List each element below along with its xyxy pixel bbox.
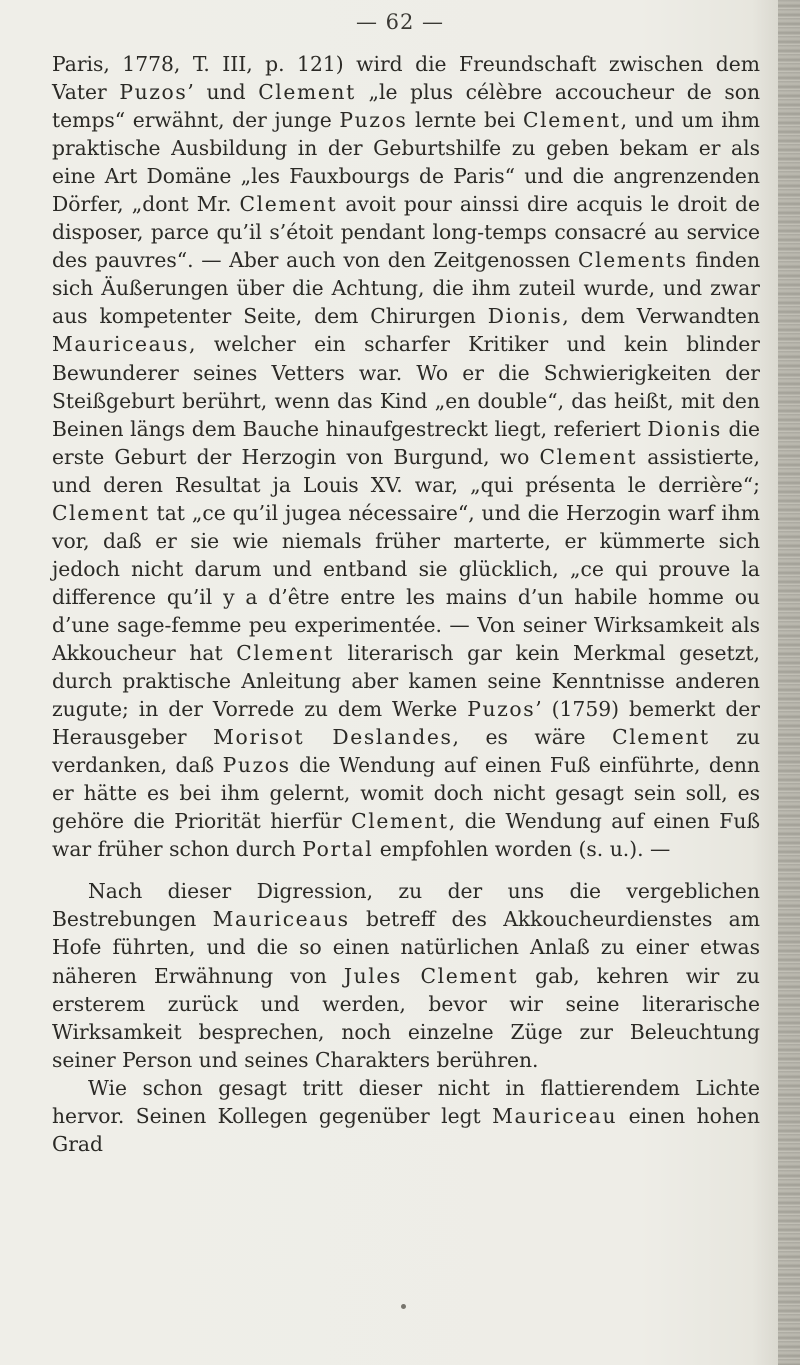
text-run: finden sich Äußerungen über die Achtung, die ihm zuteil wurde, und zwar aus kompetenter Seite, dem Chirurgen xyxy=(52,248,761,329)
text-run: die erste Geburt der Herzogin von Burgund, wo xyxy=(52,416,760,469)
text-run: assistierte, und deren Resultat ja Louis XV. war, „qui présenta le derrière“; xyxy=(52,444,761,497)
spaced-name: Clement xyxy=(236,640,334,665)
spaced-name: Clement xyxy=(351,809,449,834)
spaced-name: Morisot Deslandes xyxy=(213,725,453,750)
text-run: , und um ihm praktische Ausbildung in der Geburtshilfe zu geben bekam er als eine Art Domäne „les Fauxbourgs de Paris“ und die angrenzenden Dörfer, „dont Mr. xyxy=(52,108,760,217)
spaced-name: Dionis xyxy=(487,304,563,329)
paragraph-2 xyxy=(52,877,760,1073)
spaced-name: Clement xyxy=(612,725,710,750)
text-run: lernte bei xyxy=(407,108,523,133)
spaced-name: Mauriceaus xyxy=(52,332,190,357)
body-text xyxy=(52,50,760,1158)
spaced-name: Clement xyxy=(239,192,338,217)
page-number: — 62 — xyxy=(355,10,445,34)
spaced-name: Puzos xyxy=(339,108,408,133)
spaced-name: Clement xyxy=(523,108,621,133)
text-run: , dem Verwandten xyxy=(562,304,760,329)
text-run: Paris, 1778, T. III, p. 121) wird die Freundschaft zwischen dem Vater xyxy=(52,52,760,105)
text-run: literarisch gar kein Merkmal gesetzt, durch praktische Anleitung aber kamen seine Kenntnisse anderen zugute; in der Vorrede zu dem Werke xyxy=(52,640,760,722)
spaced-name: Mauriceau xyxy=(492,1103,618,1128)
text-run: Wie schon gesagt tritt dieser nicht in flattierendem Lichte hervor. Seinen Kollegen gegenüber legt xyxy=(52,1075,760,1128)
text-run: die Wendung auf einen Fuß einführte, denn er hätte es bei ihm gelernt, womit doch nicht gesagt sein soll, es gehöre die Priorität hierfür xyxy=(52,753,760,834)
text-run: „le plus célèbre accoucheur de son temps“ erwähnt, der junge xyxy=(52,80,760,133)
paragraph-3 xyxy=(52,1074,760,1158)
text-run: empfohlen worden (s. u.). — xyxy=(373,837,671,862)
text-run: einen hohen Grad xyxy=(52,1103,760,1156)
text-run: avoit pour ainssi dire acquis le droit de disposer, parce qu’il s’étoit pendant long-temps consacré au service des pauvres“. — Aber auch von den Zeitgenossen xyxy=(52,192,760,273)
text-run: ’ und xyxy=(187,80,259,105)
spaced-name: Clement xyxy=(539,444,638,469)
spaced-name: Clements xyxy=(578,248,688,273)
spaced-name: Puzos xyxy=(222,753,291,778)
text-run: gab, kehren wir zu ersterem zurück und werden, bevor wir seine literarische Wirksamkeit besprechen, noch einzelne Züge zur Beleuchtung seiner Person und seines Charakters berühren. xyxy=(52,963,760,1072)
text-run: zu verdanken, daß xyxy=(52,725,761,778)
spaced-name: Dionis xyxy=(647,416,722,441)
text-run: betreff des Akkoucheurdienstes am Hofe führten, und die so einen natürlichen Anlaß zu einer etwas näheren Erwähnung von xyxy=(52,907,760,988)
paragraph-1 xyxy=(52,50,760,863)
spaced-name: Puzos xyxy=(119,80,188,105)
text-run: , es wäre xyxy=(452,725,613,750)
spaced-name: Puzos xyxy=(467,697,536,722)
spaced-name: Clement xyxy=(258,80,356,105)
spaced-name: Mauriceaus xyxy=(212,907,350,932)
text-run: tat „ce qu’il jugea nécessaire“, und die Herzogin warf ihm vor, daß er sie wie niemals früher marterte, er kümmerte sich jedoch nicht darum und entband sie glücklich, „ce qui prouve la difference qu’il y a d’être entre les mains d’un habile homme ou d’une sage-femme peu experimentée. — Von seiner Wirksamkeit als Akkoucheur hat xyxy=(52,500,760,665)
ink-speck xyxy=(401,1304,406,1309)
page-edge-shadow xyxy=(778,0,800,1365)
text-run: Nach dieser Digression, zu der uns die vergeblichen Bestrebungen xyxy=(52,879,760,932)
text-run: , die Wendung auf einen Fuß war früher schon durch xyxy=(52,809,760,862)
spaced-name: Jules Clement xyxy=(343,963,519,988)
spaced-name: Clement xyxy=(52,500,150,525)
spaced-name: Portal xyxy=(302,837,374,862)
text-run: ’ (1759) bemerkt der Herausgeber xyxy=(52,697,760,750)
text-run: , welcher ein scharfer Kritiker und kein blinder Bewunderer seines Vetters war. Wo er die Schwierigkeiten der Steißgeburt berührt, wenn das Kind „en double“, das heißt, mit den Beinen längs dem Bauche hinaufgestreckt liegt, referiert xyxy=(52,332,760,441)
